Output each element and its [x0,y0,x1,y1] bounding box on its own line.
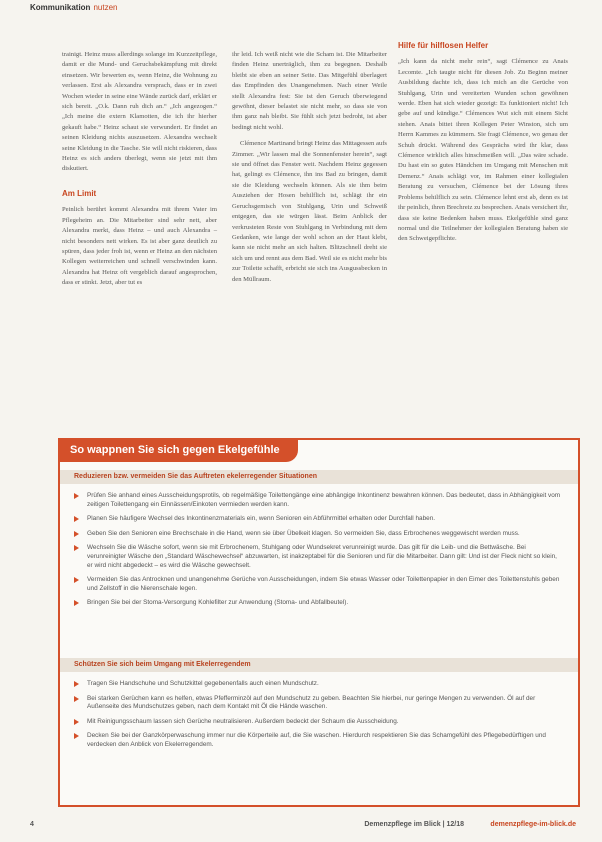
article-column-2 [232,50,387,285]
paragraph: „Ich kann da nicht mehr rein“, sagt Clémence zu Anais Lecomte. „Ich taugte nicht für diesen Job. Zu Beginn meiner Ausbildung dachte ich, dass ich mich an die Gerüche von Stuhlgang, Urin und vereiterten Wunden schon gewöhnen werde. Eben hat sich wieder gezeigt: Es funktioniert nicht! Ich gebe auf und kündige.“ Clémences Wut sich mit einem Sicht stehen. Anais bittet ihren Kollegen Peter Winston, sich um Herrn Kammes zu kümmern. Sie fragt Clémence, wo genau der Schuh drückt. Während des Gesprächs wird ihr klar, dass Clémence wirklich alles hinschmeißen will. „Das wäre schade. Du hast ein so gutes Händchen im Umgang mit Menschen mit Demenz.“ Anais schlägt vor, im Rahmen einer kollegialen Beratung zu versuchen, Clémence bei der Lösung ihres Problems behilflich zu sein. Clémence lehnt erst ab, denn es ist ihr peinlich, ihren Brechreiz zu besprechen. Anais versichert ihr, dass sie keine Bedenken haben muss. Ekelgefühle sind ganz normal und die Teilnehmer der kollegialen Beratung haben sie den Schweigepflichte. [398,58,568,243]
list-item: Wechseln Sie die Wäsche sofort, wenn sie mit Erbrochenem, Stuhlgang oder Wundsekret verunreinigt wurde. Das gilt für die Leib- und die Bettwäsche. Bei verunreinigter Wäsche den „Standard Wäschewechsel“ abzuwarten, ist inakzeptabel für die Senioren und für die Mitarbeiter. Dann gilt: Und ist der Fleck nicht so klein, er wird nicht abgedeckt – es wird die Wäsche gewechselt. [74,544,564,570]
paragraph: ihr leid. Ich weiß nicht wie die Scham ist. Die Mitarbeiter finden Heinz unerträglich, ihm zu begegnen. Deshalb bleibt sie eben an seiner Seite. Das Mitgefühl überlagert das Empfinden des Unangenehmen. Nach einer Weile stellt Alexandra fest: Sie ist den Geruch überwiegend gewöhnt, dieser belastet sie nicht mehr, so dass sie von ihm ganz nah bleibt. Sie fühlt sich jetzt bedroht, ist aber bedingt nicht wohl. [232,51,387,131]
triangle-bullet-icon [74,493,79,499]
paragraph: trainigt. Heinz muss allerdings solange im Kurzzeitpflege, damit er die Mund- und Geruchsbekämpfung mit direkt einsetzen. Wir bewerten es, wenn Heinz, die Wohnung zu verlassen. Erst als Alexandra versprach, dass er in zwei Wochen wieder in seine eine Wände zurück darf, erklärt er sich bereit. „O.k. Dann ruh dich an.“ „Ich angezogen.“ „Ich meine die extern Klamotten, die ich ihr hierher gekauft habe.“ Heinz schaut sie verwundert. Er findet an seinen Kleidung nichts auszusetzen. Alexandra wechselt seine Kleidung in die Tasche. Sie will nicht riskieren, dass Heinz es sich anders überlegt, wenn sie jetzt mit ihm diskutiert. [62,51,217,173]
paragraph: Peinlich berührt kommt Alexandra mit ihrem Vater im Pflegeheim an. Die Mitarbeiter sind sehr nett, aber Alexandra merkt, dass Heinz – und auch Alexandra – nicht besonders nett wirken. Es ist aber ganz deutlich zu spüren, dass jeder froh ist, wenn er Heinz an den nächsten Kollegen weiterreichen und schnell verschwinden kann. Alexandra hat Heinz oft vergeblich darauf angesprochen, dass er stinkt. Jetzt, aber tut es [62,206,217,287]
website-link[interactable]: demenzpflege-im-blick.de [490,821,576,828]
subheading-hilfe: Hilfe für hilflosen Helfer [398,41,489,50]
triangle-bullet-icon [74,545,79,551]
list-item: Planen Sie häufigere Wechsel des Inkontinenzmaterials ein, wenn Senioren ein Abführmittel erhalten oder Durchfall haben. [74,515,564,524]
subsection-label: nutzen [93,3,118,12]
list-item: Mit Reinigungsschaum lassen sich Gerüche neutralisieren. Außerdem bedeckt der Schaum die Ausscheidung. [74,718,564,727]
list-item: Vermeiden Sie das Antrocknen und unangenehme Gerüche von Ausscheidungen, indem Sie etwas Wasser oder Toilettenpapier in den Eimer des Toilettenstuhls geben und Zellstoff in die Nierenschale legen. [74,576,564,593]
triangle-bullet-icon [74,600,79,606]
triangle-bullet-icon [74,696,79,702]
triangle-bullet-icon [74,719,79,725]
section-heading-reduce: Reduzieren bzw. vermeiden Sie das Auftreten ekelerregender Situationen [60,470,578,484]
list-item: Tragen Sie Handschuhe und Schutzkittel gegebenenfalls auch einen Mundschutz. [74,680,564,689]
list-item: Decken Sie bei der Ganzkörperwaschung immer nur die Körperteile auf, die Sie waschen. Hierdurch respektieren Sie das Schamgefühl des Pflegebedürftigen und verdecken den Anblick von Ekelerregendem. [74,732,564,749]
triangle-bullet-icon [74,681,79,687]
bullet-list-reduce [74,492,564,614]
list-item: Prüfen Sie anhand eines Ausscheidungsprotils, ob regelmäßige Toilettengänge eine abhängige Inkontinenz bewahren können. Das bedeutet, dass in Abhängigkeit vom zeitigen Toilettengang ein Einnässen/Einkoten vermieden werden kann. [74,492,564,509]
section-heading-protect: Schützen Sie sich beim Umgang mit Ekelerregendem [60,658,578,672]
list-item: Bringen Sie bei der Stoma-Versorgung Kohlefilter zur Anwendung (Stoma- und Abfallbeutel). [74,599,564,608]
triangle-bullet-icon [74,733,79,739]
paragraph: Clémence Martinand bringt Heinz das Mittagessen aufs Zimmer. „Wir lassen mal die Sonnenfenster herein“, sagt sie und öffnet das Fenster weit. Nachdem Heinz gegessen hat, gelingt es Clémence, ihn ins Bad zu bringen, damit sie die Kleidung wechseln können. Als sie ihm beim Ausziehen der Hosen behilflich ist, schlägt ihr ein Geruchsgemisch von Stuhlgang, Urin und Schweiß entgegen, das sie würgen lässt. Beim Anblick der verkrusteten Reste von Stuhlgang in Verbindung mit dem Gedanken, wie lange der wohl schon an der Haut klebt, kann sie nicht mehr an sich halten. Blitzschnell dreht sie sich um und rennt aus dem Bad. Weil sie es nicht mehr bis zur Toilette schafft, erbricht sie sich ins Ausgussbecken in den Müllraum. [232,140,387,283]
page-number: 4 [30,821,34,828]
article-column-1 [62,50,217,289]
page-header [30,3,117,12]
tips-box-title: So wappnen Sie sich gegen Ekelgefühle [58,438,298,462]
section-label: Kommunikation [30,3,91,12]
triangle-bullet-icon [74,531,79,537]
list-item: Geben Sie den Senioren eine Brechschale in die Hand, wenn sie über Übelkeit klagen. So vermeiden Sie, dass Erbrochenes weggewischt werden muss. [74,530,564,539]
triangle-bullet-icon [74,516,79,522]
article-column-3 [398,41,568,245]
list-item: Bei starken Gerüchen kann es helfen, etwas Pfefferminzöl auf den Mundschutz zu geben. Beachten Sie hierbei, nur geringe Mengen zu verwenden. Öl auf der Außenseite des Mundschutzes geben, nach dem Kontakt mit Öl die Hände waschen. [74,695,564,712]
triangle-bullet-icon [74,577,79,583]
tips-box [58,438,580,807]
subheading-am-limit: Am Limit [62,188,97,198]
bullet-list-protect [74,680,564,756]
magazine-issue: Demenzpflege im Blick | 12/18 [364,821,464,828]
